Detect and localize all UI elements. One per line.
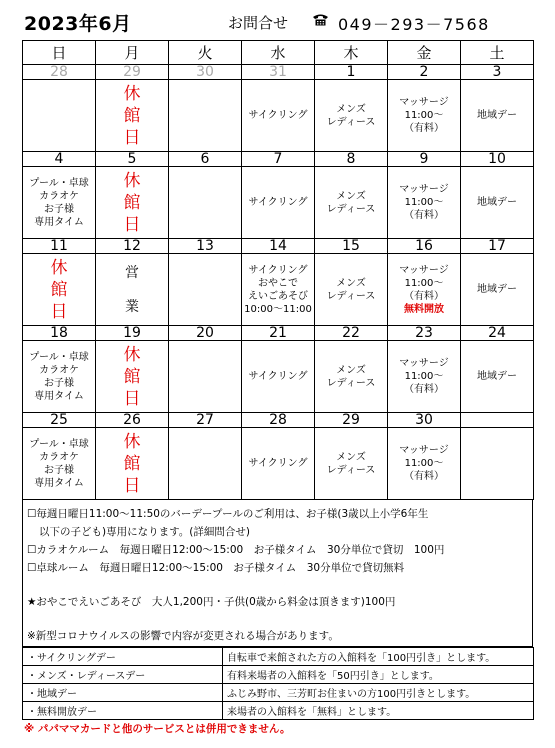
event-label: マッサージ [399,358,449,369]
closed-day-label: 休 [50,257,68,278]
event-cell [388,80,461,152]
day-of-week-row [23,41,534,65]
event-label: プール・卓球 [29,177,89,189]
date-number: 4 [23,152,96,167]
closed-day-label: 休 [123,344,141,365]
event-label: メンズ [336,103,366,115]
event-cell [96,341,169,413]
event-cell [242,428,315,500]
day-of-week-header: 水 [242,41,315,65]
date-number: 30 [388,413,461,428]
date-number: 18 [23,326,96,341]
event-label: サイクリング [248,197,308,208]
closed-day-label: 日 [123,388,141,409]
closed-day-label: 休 [123,83,141,104]
event-label: 地域デー [477,110,517,121]
event-cell [315,341,388,413]
date-number: 23 [388,326,461,341]
event-cell [169,254,242,326]
event-label: カラオケ [39,190,79,202]
day-of-week-header: 月 [96,41,169,65]
page-header [0,0,555,40]
date-number: 28 [242,413,315,428]
date-row [23,413,534,428]
event-cell [388,341,461,413]
closed-day-label: 館 [123,192,141,213]
closed-day-label: 館 [50,279,68,300]
event-label: 11:00～ [404,197,444,208]
date-number: 10 [461,152,534,167]
service-name: ・無料開放デー [23,702,223,720]
event-label: レディース [326,116,376,128]
event-cell [242,341,315,413]
contact-label: お問合せ [228,14,289,32]
event-cell [96,254,169,326]
event-label: 11:00～ [404,371,444,382]
closed-day-label: 休 [123,170,141,191]
event-label: マッサージ [399,264,449,276]
event-label: マッサージ [399,184,449,195]
event-label: （有料） [404,290,444,302]
date-number: 25 [23,413,96,428]
closed-day-label: 日 [50,301,68,322]
note-line: ☐カラオケルーム 毎週日曜日12:00～15:00 お子様タイム 30分単位で貸切 100円 [27,544,445,556]
event-label: 11:00～ [404,458,444,469]
event-label: 専用タイム [34,477,84,489]
event-label: マッサージ [399,97,449,108]
event-label: （有料） [404,384,444,395]
event-cell [169,428,242,500]
service-description: 有料来場者の入館料を「50円引き」とします。 [223,666,534,684]
date-number: 6 [169,152,242,167]
service-description: 来場者の入館料を「無料」とします。 [223,702,534,720]
event-cell [23,167,96,239]
event-row [23,167,534,239]
event-cell [96,80,169,152]
event-label: メンズ [336,190,366,202]
day-of-week-header: 土 [461,41,534,65]
event-label: 地域デー [477,197,517,208]
event-label: （有料） [404,471,444,482]
service-name: ・地域デー [23,684,223,702]
date-number: 28 [23,65,96,80]
notes-section [22,499,533,647]
date-number: 17 [461,239,534,254]
event-label: マッサージ [399,445,449,456]
day-of-week-header: 火 [169,41,242,65]
event-cell [388,167,461,239]
date-number: 26 [96,413,169,428]
service-description: 自転車で来館された方の入館料を「100円引き」とします。 [223,648,534,666]
date-row [23,152,534,167]
date-number: 11 [23,239,96,254]
event-label: えいごあそび [248,290,308,302]
date-number: 19 [96,326,169,341]
event-label: 10:00～11:00 [244,303,312,315]
event-label: プール・卓球 [29,351,89,363]
event-cell [315,167,388,239]
event-row [23,80,534,152]
event-label: サイクリング [248,110,308,121]
event-label: レディース [326,290,376,302]
date-number: 7 [242,152,315,167]
event-label: 11:00～ [404,110,444,121]
date-row [23,326,534,341]
open-day-label: 業 [125,298,139,315]
date-number: 15 [315,239,388,254]
day-of-week-header: 金 [388,41,461,65]
event-label: カラオケ [39,364,79,376]
closed-day-label: 休 [123,431,141,452]
event-cell [461,167,534,239]
service-description: ふじみ野市、三芳町お住まいの方100円引きとします。 [223,684,534,702]
event-cell [315,428,388,500]
event-cell [23,80,96,152]
date-row [23,239,534,254]
date-number: 1 [315,65,388,80]
event-label: お子様 [44,377,74,389]
event-row [23,428,534,500]
event-cell [169,341,242,413]
date-number: 22 [315,326,388,341]
closed-day-label: 館 [123,366,141,387]
service-info-row [23,666,534,684]
service-name: ・サイクリングデー [23,648,223,666]
page-title: 2023年6月 [24,13,132,35]
event-label: カラオケ [39,451,79,463]
date-number: 29 [315,413,388,428]
date-number: 2 [388,65,461,80]
date-number: 21 [242,326,315,341]
date-number: 16 [388,239,461,254]
event-label: お子様 [44,203,74,215]
event-label: 専用タイム [34,390,84,402]
event-cell [96,428,169,500]
event-cell [242,80,315,152]
date-number: 5 [96,152,169,167]
day-of-week-header: 木 [315,41,388,65]
note-line: ※新型コロナウイルスの影響で内容が変更される場合があります。 [27,630,339,642]
event-label: 11:00～ [404,277,444,289]
event-cell [169,167,242,239]
date-number: 12 [96,239,169,254]
date-number: 30 [169,65,242,80]
event-cell [242,254,315,326]
service-info-row [23,684,534,702]
service-info-row [23,648,534,666]
event-label: メンズ [336,364,366,376]
day-of-week-header: 日 [23,41,96,65]
date-number: 13 [169,239,242,254]
event-label: 地域デー [477,371,517,382]
date-number: 27 [169,413,242,428]
event-label: レディース [326,377,376,389]
event-cell [23,341,96,413]
event-cell [169,80,242,152]
event-label: （有料） [404,123,444,134]
date-number: 3 [461,65,534,80]
event-cell [388,254,461,326]
note-line: ☐毎週日曜日11:00～11:50のバーデープールのご利用は、お子様(3歳以上小学6年生 [27,508,429,520]
event-cell [461,80,534,152]
warning-text: ※ パパママカードと他のサービスとは併用できません。 [24,723,291,735]
event-cell [242,167,315,239]
event-cell [315,254,388,326]
closed-day-label: 館 [123,105,141,126]
date-number: 9 [388,152,461,167]
calendar-table [22,40,534,500]
closed-day-label: 館 [123,453,141,474]
date-number: 24 [461,326,534,341]
event-row [23,341,534,413]
date-number: 20 [169,326,242,341]
event-cell [315,80,388,152]
event-label: 専用タイム [34,216,84,228]
service-info-table [22,647,534,720]
event-label: レディース [326,464,376,476]
event-label: レディース [326,203,376,215]
event-label: お子様 [44,464,74,476]
event-label: メンズ [336,277,366,289]
note-line: ☐卓球ルーム 毎週日曜日12:00～15:00 お子様タイム 30分単位で貸切無料 [27,562,405,574]
event-cell [461,254,534,326]
date-number: 31 [242,65,315,80]
note-line: 以下の子ども)専用になります。(詳細問合せ) [39,526,250,538]
note-line: ★おやこでえいごあそび 大人1,200円・子供(0歳から料金は頂きます)100円 [27,596,396,608]
event-cell [388,428,461,500]
date-number: 14 [242,239,315,254]
service-info-row [23,702,534,720]
event-label: サイクリング [248,458,308,469]
event-cell [23,428,96,500]
event-label: プール・卓球 [29,438,89,450]
closed-day-label: 日 [123,475,141,496]
event-label: （有料） [404,210,444,221]
event-cell [461,341,534,413]
event-row [23,254,534,326]
open-day-label: 営 [125,264,139,281]
closed-day-label: 日 [123,214,141,235]
event-cell [23,254,96,326]
date-number: 8 [315,152,388,167]
phone-number: 049－293－7568 [338,15,490,34]
event-label: おやこで [258,277,298,289]
event-cell [461,428,534,500]
event-label: サイクリング [248,371,308,382]
event-label: 地域デー [477,284,517,295]
event-label: サイクリング [248,264,308,276]
free-open-label: 無料開放 [404,303,444,315]
closed-day-label: 日 [123,127,141,148]
service-name: ・メンズ・レディースデー [23,666,223,684]
event-cell [96,167,169,239]
phone-icon [312,13,329,26]
date-number [461,413,534,428]
event-label: メンズ [336,451,366,463]
date-number: 29 [96,65,169,80]
date-row [23,65,534,80]
